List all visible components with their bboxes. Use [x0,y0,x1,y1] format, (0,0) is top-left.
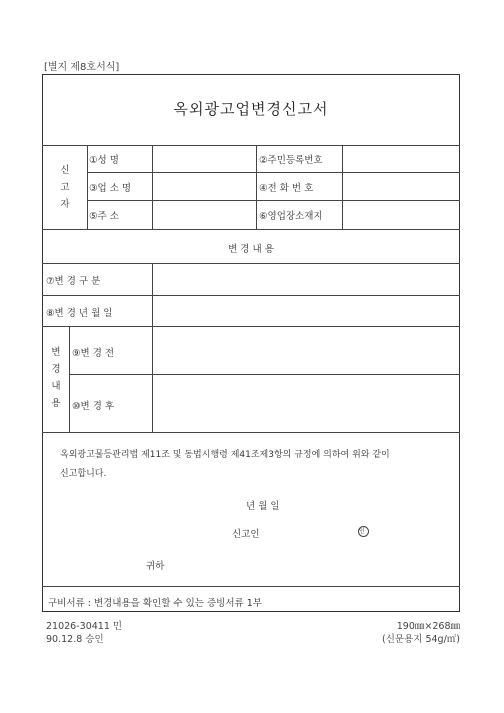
divider [342,145,343,229]
form-number-label: [별지 제8호서식] [44,62,120,73]
change-date-label: ⑧변 경 년 월 일 [46,308,113,319]
business-name-label: ③업 소 명 [89,183,132,194]
reporter-side-label [59,162,71,213]
divider [42,263,460,264]
divider [42,432,460,433]
declaration-statement: 옥외광고물등관리법 제11조 및 동법시행령 제41조제3항의 규정에 의하여 위와 같이 [60,450,390,460]
business-location-label: ⑥영업장소재지 [259,211,323,222]
divider [42,326,460,327]
change-content-side-label [50,344,62,412]
paper-size: 190㎜×268㎜ [396,621,460,632]
attachments-note: 구비서류 : 변경내용을 확인할 수 있는 증빙서류 1부 [48,598,262,609]
divider [42,145,460,146]
side-char: 용 [51,398,61,409]
form-code: 21026-30411 민 [46,621,123,632]
seal-mark: 인 [359,528,365,535]
after-change-label: ⑩변 경 후 [72,401,115,412]
resident-number-label: ②주민등록번호 [259,155,323,166]
divider [152,263,153,326]
divider [87,200,460,201]
approval-date: 90.12.8 승인 [46,634,104,645]
side-char: 고 [60,182,70,193]
side-char: 경 [51,364,61,375]
date-line: 년 월 일 [246,501,280,512]
form-title: 옥외광고업변경신고서 [173,100,329,118]
change-content-header: 변 경 내 용 [228,244,274,255]
recipient-label: 귀하 [146,561,165,572]
side-char: 변 [51,347,61,358]
divider [69,326,70,432]
side-char: 자 [60,199,70,210]
side-char: 내 [51,381,61,392]
divider [152,145,153,229]
divider [87,172,460,173]
declaration-statement-end: 신고합니다. [60,469,107,479]
divider [42,295,460,296]
change-type-label: ⑦변 경 구 분 [46,276,101,287]
paper-type: (신문용지 54g/㎡) [382,634,460,645]
signer-label: 신고인 [232,529,260,540]
divider [42,586,460,587]
before-change-label: ⑨변 경 전 [72,348,115,359]
divider [69,374,460,375]
address-label: ⑤주 소 [89,211,119,222]
side-char: 신 [60,165,70,176]
divider [87,145,88,229]
divider [152,326,153,432]
phone-label: ④전 화 번 호 [259,183,314,194]
name-label: ①성 명 [89,155,119,166]
divider [256,145,257,229]
divider [42,229,460,230]
